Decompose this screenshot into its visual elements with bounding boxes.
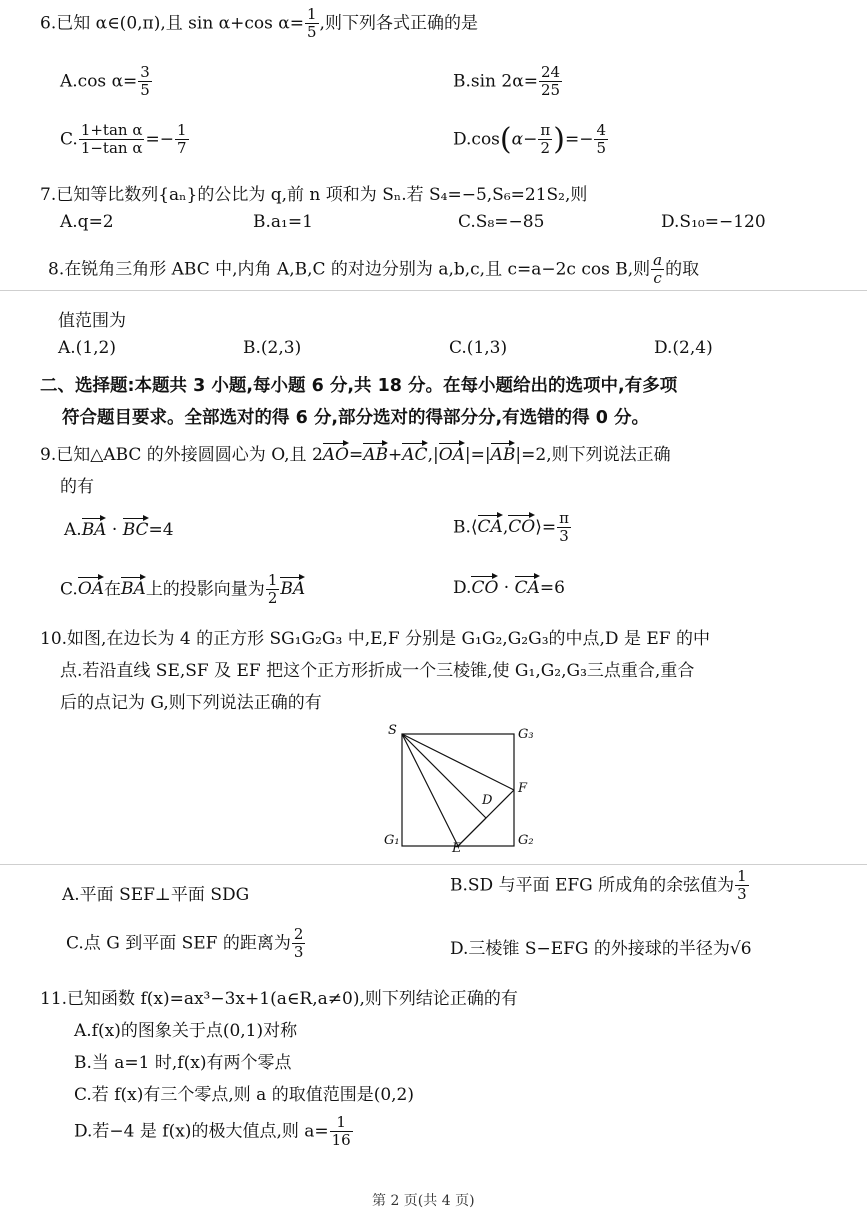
- q10-option-c: C.点 G 到平面 SEF 的距离为 $\frac{2}{3}$: [66, 925, 304, 962]
- q11-option-c: C.若 f(x)有三个零点,则 a 的取值范围是(0,2): [74, 1085, 414, 1105]
- section-heading: 二、选择题:本题共 3 小题,每小题 6 分,共 18 分。在每小题给出的选项中,有多项: [40, 376, 678, 396]
- q8-stem-continued: 值范围为: [58, 311, 126, 331]
- q6-stem: 6.已知 α∈(0,π),且 sin α+cos α= $\frac{1}{5}$ ,则下列各式正确的是: [40, 5, 478, 42]
- q11-option-d: D.若−4 是 f(x)的极大值点,则 a= $\frac{1}{16}$: [74, 1113, 351, 1150]
- q10-stem-line2: 点.若沿直线 SE,SF 及 EF 把这个正方形折成一个三棱锥,使 G₁,G₂,G₃三点重合,重合: [60, 661, 695, 681]
- segment-SF: [402, 734, 514, 790]
- page-footer: 第 2 页(共 4 页): [372, 1193, 475, 1209]
- q11-option-b: B.当 a=1 时,f(x)有两个零点: [74, 1053, 292, 1073]
- q10-stem-line1: 10.如图,在边长为 4 的正方形 SG₁G₂G₃ 中,E,F 分别是 G₁G₂,G₂G₃的中点,D 是 EF 的中: [40, 629, 710, 649]
- q7-stem: 7.已知等比数列{aₙ}的公比为 q,前 n 项和为 Sₙ.若 S₄=−5,S₆=21S₂,则: [40, 185, 588, 205]
- q9-option-d: D.CO · CA=6: [453, 578, 565, 598]
- q11-stem: 11.已知函数 f(x)=ax³−3x+1(a∈R,a≠0),则下列结论正确的有: [40, 989, 518, 1009]
- q10-option-a: A.平面 SEF⊥平面 SDG: [62, 885, 250, 905]
- segment-SD: [402, 734, 486, 818]
- q6-option-b: B.sin 2α= $\frac{24}{25}$: [453, 63, 561, 100]
- square-fold-figure: [380, 720, 550, 860]
- label-E: E: [452, 841, 462, 856]
- q7-option-b: B.a₁=1: [253, 212, 313, 232]
- q6-option-c: C. $\frac{\text{1+tan α}}{\text{1−tan α}}$ =− $\frac{1}{7}$: [60, 121, 187, 158]
- page-divider: [0, 864, 867, 865]
- q8-option-a: A.(1,2): [58, 338, 116, 358]
- q8-stem: 8.在锐角三角形 ABC 中,内角 A,B,C 的对边分别为 a,b,c,且 c=a−2c cos B,则 $\frac{a}{c}$ 的取: [48, 251, 700, 288]
- q6-option-d: D.cos(α− $\frac{\pi}{2}$ )=− $\frac{4}{5}$: [453, 121, 606, 158]
- q8-option-c: C.(1,3): [449, 338, 508, 358]
- q10-stem-line3: 后的点记为 G,则下列说法正确的有: [60, 693, 322, 713]
- label-G3: G₃: [518, 727, 534, 742]
- label-D: D: [482, 793, 493, 808]
- q9-stem: 9.已知△ABC 的外接圆圆心为 O,且 2AO=AB+AC,|OA|=|AB|=2,则下列说法正确: [40, 445, 671, 465]
- q7-option-c: C.S₈=−85: [458, 212, 545, 232]
- q9-option-a: A.BA · BC=4: [64, 520, 174, 540]
- q7-option-d: D.S₁₀=−120: [661, 212, 766, 232]
- q7-option-a: A.q=2: [60, 212, 114, 232]
- q10-option-d: D.三棱锥 S−EFG 的外接球的半径为√6: [450, 939, 752, 959]
- q9-option-c: C.OA在BA上的投影向量为 $\frac{1}{2}$ BA: [60, 571, 306, 608]
- fraction: $\frac{1}{5}$: [307, 5, 317, 42]
- q10-option-b: B.SD 与平面 EFG 所成角的余弦值为 $\frac{1}{3}$: [450, 867, 747, 904]
- page-divider: [0, 290, 867, 291]
- q9-stem-continued: 的有: [60, 477, 94, 497]
- segment-SE: [402, 734, 458, 846]
- q6-option-a: A.cos α= $\frac{3}{5}$: [60, 63, 150, 100]
- label-F: F: [518, 781, 528, 796]
- q9-option-b: B.⟨CA,CO⟩= $\frac{\pi}{3}$: [453, 509, 569, 546]
- q8-option-b: B.(2,3): [243, 338, 302, 358]
- label-G1: G₁: [384, 833, 400, 848]
- q11-option-a: A.f(x)的图象关于点(0,1)对称: [74, 1021, 298, 1041]
- label-S: S: [388, 723, 397, 738]
- label-G2: G₂: [518, 833, 534, 848]
- q8-option-d: D.(2,4): [654, 338, 713, 358]
- segment-ED: [458, 818, 486, 846]
- section-heading-continued: 符合题目要求。全部选对的得 6 分,部分选对的得部分分,有选错的得 0 分。: [62, 408, 650, 428]
